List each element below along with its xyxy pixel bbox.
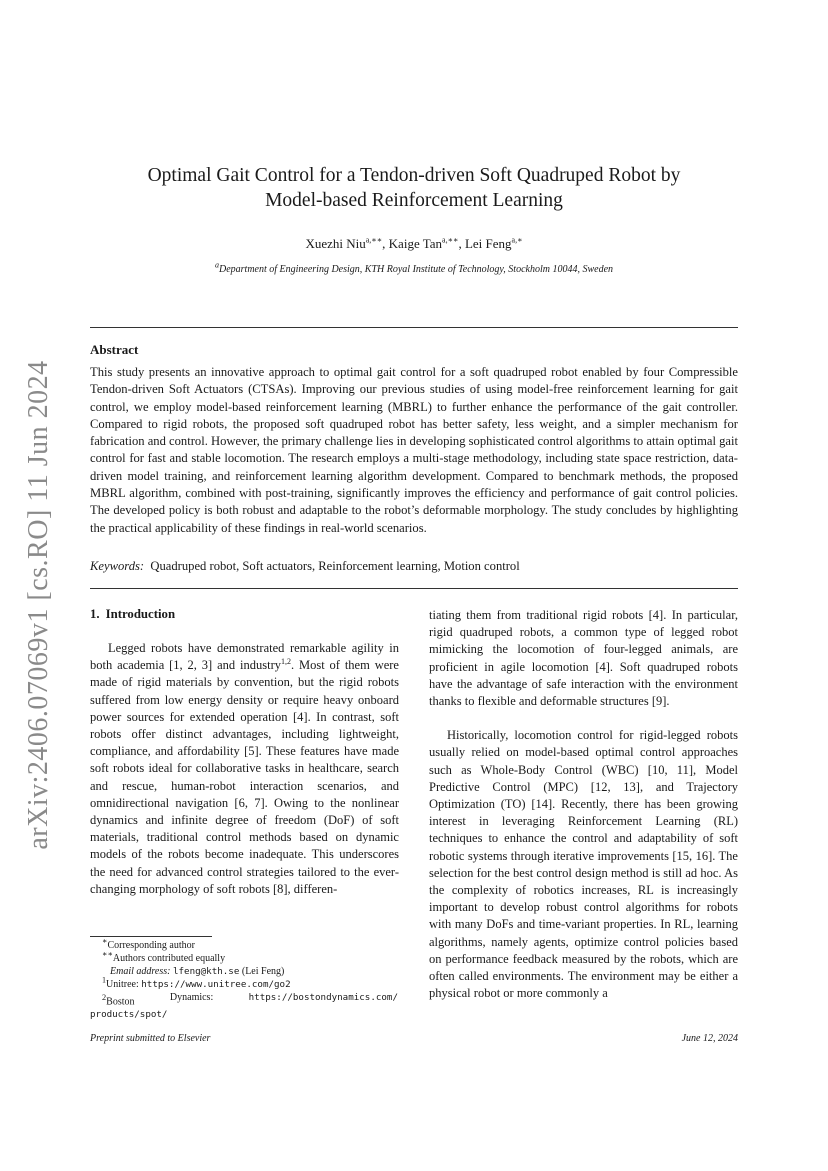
email-label: Email address: (110, 965, 171, 977)
email-address[interactable]: lfeng@kth.se (172, 965, 240, 977)
author-mark: a,∗ (511, 235, 523, 245)
author-name: Xuezhi Niu (305, 236, 366, 251)
footnote-2-continued (90, 1009, 398, 1022)
footnote-url[interactable]: https://bostondynamics.com/ (248, 991, 398, 1003)
affiliation (90, 260, 738, 275)
footnote-email (90, 966, 398, 979)
paragraph: tiating them from traditional rigid robots [4]. In particular, rigid quadruped robots, a common type of legged robot mimicking the locomotion of four-legged animals, are proficient in agile locomotion [4]. Soft quadruped robots have the advantage of safe interaction with the environment thanks to flexible and deformable structures [9]. (429, 608, 738, 709)
keywords-text: Quadruped robot, Soft actuators, Reinforcement learning, Motion control (150, 559, 520, 573)
arxiv-identifier (23, 360, 54, 850)
footnote-text: Dynamics: (169, 991, 214, 1003)
keywords-label: Keywords: (90, 559, 145, 573)
footnote-text: Boston (106, 995, 135, 1007)
keywords (90, 559, 738, 574)
author-mark: a,∗∗ (365, 235, 383, 245)
left-column (90, 640, 399, 898)
footnote-url[interactable]: products/spot/ (90, 1008, 168, 1020)
author-name: Kaige Tan (388, 236, 443, 251)
section-heading (90, 607, 175, 622)
text-run: . Most of them were made of rigid materials by convention, but the rigid robots suffered from low energy density or require heavy onboard power sources for extended operation [4]. In contrast, soft robots offer distinct advantages, including lightweight, compliance, and affordability [5]. These features have made soft robots ideal for collaborative tasks in healthcare, search and rescue, human-robot interaction scenarios, and omnidirectional navigation [6, 7]. Owing to the nonlinear dynamics and infinite degree of freedom (DoF) of soft materials, traditional control methods based on dynamic models of the robots become inadequate. This underscores the need for advanced control strategies tailored to the ever-changing morphology of soft robots [8], differen- (90, 658, 399, 896)
abstract-heading: Abstract (90, 342, 139, 357)
section-number: 1. (90, 607, 100, 621)
footnote-rule (90, 936, 212, 937)
author-mark: a,∗∗ (442, 235, 459, 245)
author-list: Xuezhi Niu$^{a,∗∗}$, Kaige Tan$^{a,∗∗}$, Lei Feng$^{a,∗}$ (305, 235, 523, 251)
footnote-mark: ∗ (102, 936, 108, 946)
footnote-mark: 1 (102, 975, 106, 985)
paragraph (90, 640, 399, 898)
footnotes (90, 936, 398, 1022)
paper-title-line1: Optimal Gait Control for a Tendon-driven Soft Quadruped Robot by (147, 165, 681, 186)
footnote-mark: 2 (102, 992, 107, 1002)
right-column (429, 607, 738, 1002)
paper-title (90, 163, 738, 213)
email-owner: (Lei Feng) (241, 965, 285, 977)
footnote-mark: ∗∗ (102, 949, 113, 959)
footer-date: June 12, 2024 (681, 1033, 738, 1044)
paper-title-line2: Model-based Reinforcement Learning (265, 190, 563, 211)
author-name: Lei Feng (464, 236, 512, 251)
footnote-1 (90, 975, 398, 992)
footer-preprint-note: Preprint submitted to Elsevier (90, 1033, 211, 1044)
arxiv-identifier-text: arXiv:2406.07069v1 [cs.RO] 11 Jun 2024 (23, 360, 54, 850)
affiliation-mark: a (214, 260, 219, 270)
text-run: Legged robots have demonstrated remarkable agility in both academia [1, 2, 3] and industry (90, 641, 399, 673)
affiliation-text: Department of Engineering Design, KTH Royal Institute of Technology, Stockholm 10044, Sweden (218, 264, 614, 275)
footnote-corresponding (90, 936, 398, 953)
top-rule (90, 327, 738, 328)
footnote-equal (90, 949, 398, 966)
footnote-text: Authors contributed equally (112, 952, 226, 964)
bottom-rule (90, 588, 738, 589)
section-title: Introduction (105, 607, 176, 621)
footnote-url[interactable]: https://www.unitree.com/go2 (141, 978, 291, 990)
paragraph: Historically, locomotion control for rigid-legged robots usually relied on model-based optimal control approaches such as Whole-Body Control (WBC) [10, 11], Model Predictive Control (MPC) [12, 13], and Trajectory Optimization (TO) [14]. Recently, there has been growing interest in leveraging Reinforcement Learning (RL) techniques to enhance the control and adaptability of soft robotic systems through iterative improvements [15, 16]. The selection for the best control design method is still ad hoc. As the complexity of robotics increases, RL is increasingly important to develop robust control algorithms for robots with many DoFs and time-variant properties. In RL, learning algorithms, namely agents, optimize control policies based on performance feedback measured by the robots, which are often called environments. The environment may be either a physical robot or more commonly a (429, 728, 738, 1001)
footnote-2 (90, 992, 398, 1009)
footnote-ref: 1,2 (280, 657, 291, 667)
footnote-text: Unitree: (106, 978, 139, 990)
footnote-text: Corresponding author (107, 940, 195, 951)
abstract-text: This study presents an innovative approach to optimal gait control for a soft quadruped robot enabled by four Compressible Tendon-driven Soft Actuators (CTSAs). Improving our previous studies of using model-free reinforcement learning for gait control, we employ model-based reinforcement learning (MBRL) to further enhance the performance of the gait controller. Compared to rigid robots, the proposed soft quadruped robot has better safety, less weight, and a simpler mechanism for fabrication and control. However, the primary challenge lies in developing sophisticated control algorithms to attain optimal gait control for fast and stable locomotion. The research employs a multi-stage methodology, including state space restriction, data-driven model training, and reinforcement learning algorithm development. Compared to benchmark methods, the proposed MBRL algorithm, combined with post-training, significantly improves the efficiency and performance of gait control policies. The developed policy is both robust and adaptable to the robot’s deformable morphology. The study concludes by highlighting the practical applicability of these findings in real-world scenarios. (90, 365, 738, 535)
